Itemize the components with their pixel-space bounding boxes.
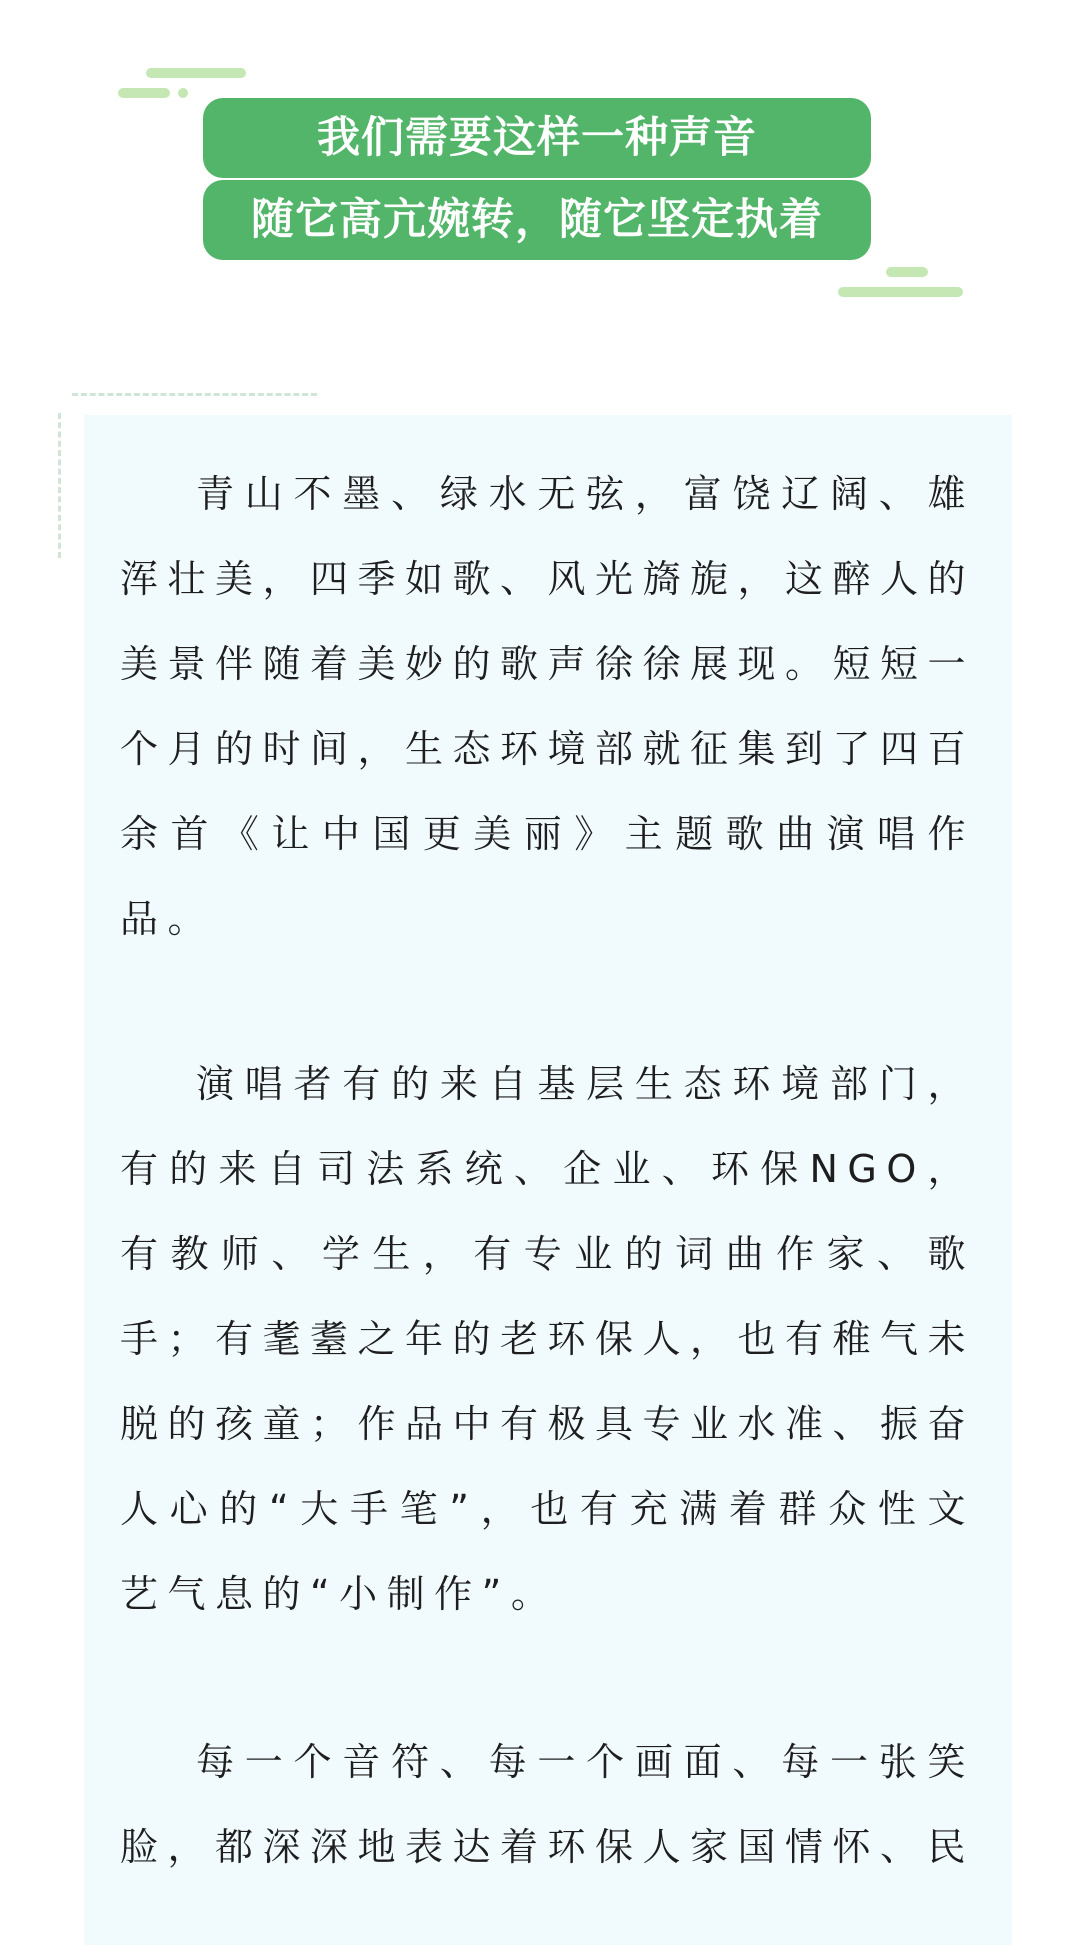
- cloud-decoration-top-left: [118, 68, 248, 100]
- cloud-decoration-bottom-right: [838, 267, 963, 299]
- article-paragraph-2: [120, 1042, 975, 1637]
- dashed-divider-top: [72, 393, 317, 396]
- article-paragraph-3: [120, 1720, 975, 1890]
- paragraph-text: 青山不墨、绿水无弦，富饶辽阔、雄浑壮美，四季如歌、风光旖旎，这醉人的美景伴随着美妙的歌声徐徐展现。短短一个月的时间，生态环境部就征集到了四百余首《让中国更美丽》主题歌曲演唱作品。: [120, 472, 976, 941]
- banner-line-1: 我们需要这样一种声音: [203, 98, 871, 178]
- paragraph-text: 每一个音符、每一个画面、每一张笑脸，都深深地表达着环保人家国情怀、民: [120, 1740, 976, 1869]
- paragraph-text: 演唱者有的来自基层生态环境部门，有的来自司法系统、企业、环保NGO，有教师、学生，有专业的词曲作家、歌手；有耄耋之年的老环保人，也有稚气未脱的孩童；作品中有极具专业水准、振奋人心的“大手笔”，也有充满着群众性文艺气息的“小制作”。: [120, 1062, 976, 1616]
- dashed-divider-left: [58, 413, 61, 558]
- banner-line-2: 随它高亢婉转，随它坚定执着: [203, 180, 871, 260]
- title-banner: [203, 98, 871, 260]
- article-paragraph-1: [120, 452, 975, 962]
